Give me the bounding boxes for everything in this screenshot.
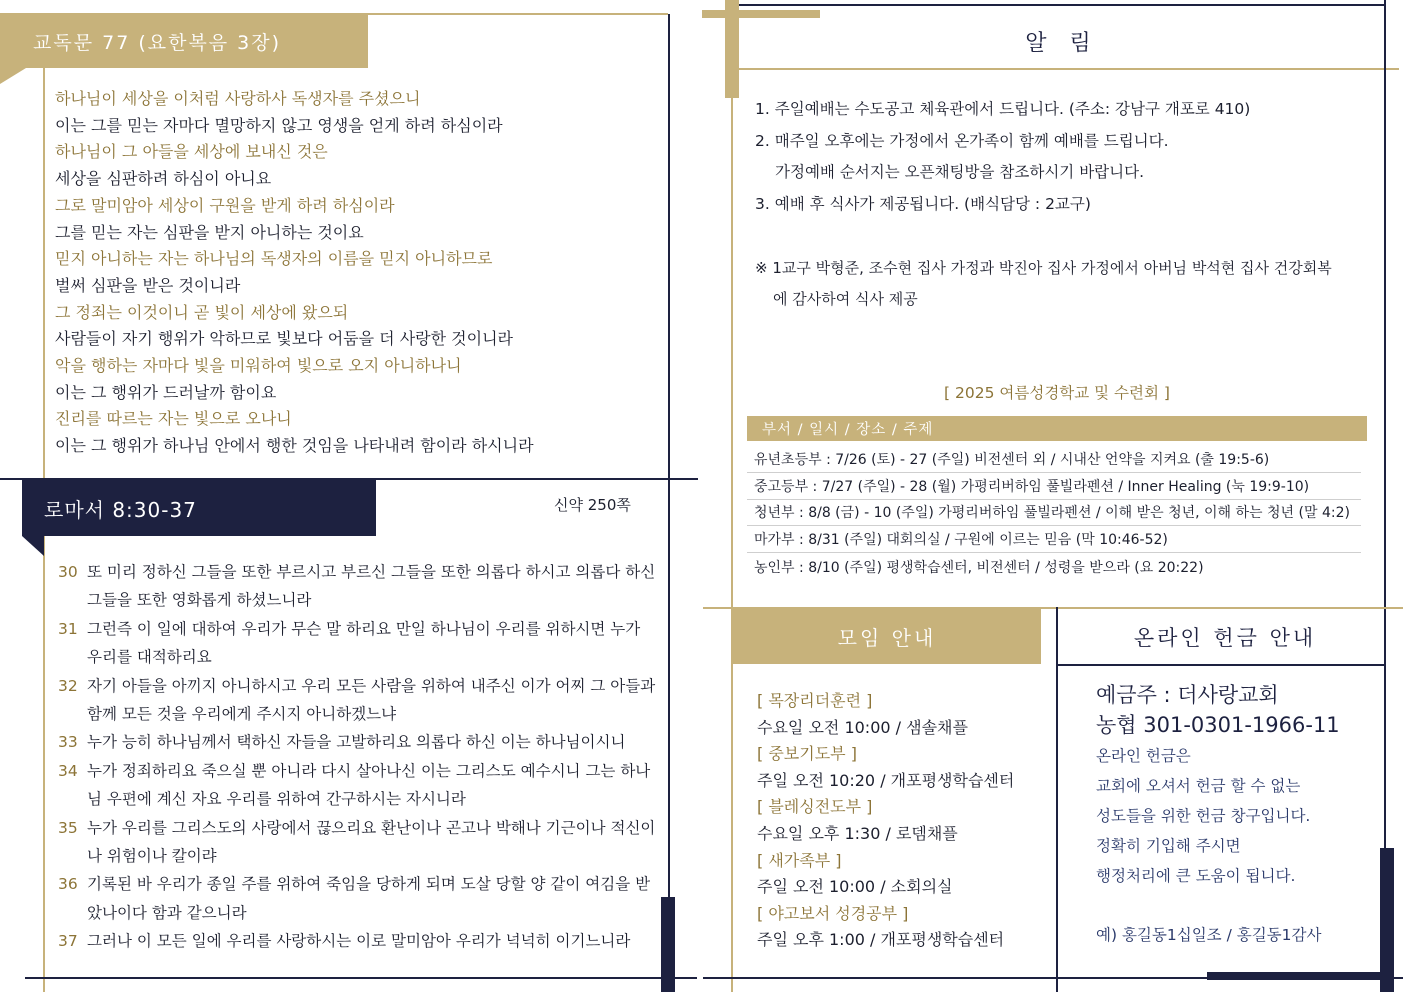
verse-row	[58, 870, 658, 927]
verse-number: 33	[58, 733, 78, 752]
reading-line-lead: 하나님이 세상을 이처럼 사랑하사 독생자를 주셨으니	[55, 89, 421, 108]
verse-row	[58, 558, 658, 615]
bottom-accent-bar-right	[1207, 972, 1385, 980]
summer-school-row: 마가부 : 8/31 (주일) 대회의실 / 구원에 이르는 믿음 (막 10:46-52)	[747, 526, 1361, 553]
responsive-reading	[55, 86, 534, 460]
meeting-title: 모임 안내	[837, 626, 937, 650]
offering-divider-horizontal	[1057, 664, 1385, 666]
verse-number: 34	[58, 761, 78, 780]
reading-line-resp: 이는 그를 믿는 자마다 멸망하지 않고 영생을 얻게 하려 하심이라	[55, 115, 503, 135]
offering-example: 예) 홍길동1십일조 / 홍길동1감사	[1096, 926, 1322, 944]
offering-account-block	[1096, 680, 1340, 740]
reading-title-corner	[0, 68, 26, 84]
summer-school-row: 유년초등부 : 7/26 (토) - 27 (주일) 비전센터 외 / 시내산 언약을 지켜요 (출 19:5-6)	[747, 446, 1361, 473]
offering-desc-line: 성도들을 위한 헌금 창구입니다.	[1096, 807, 1311, 825]
reading-line-lead: 악을 행하는 자마다 빛을 미워하여 빛으로 오지 아니하나니	[55, 356, 462, 376]
verse-row	[58, 757, 658, 814]
summer-school-header	[747, 416, 1367, 441]
page-reference: 신약 250쪽	[554, 496, 631, 514]
meeting-name: [ 새가족부 ]	[757, 850, 842, 870]
reading-line-resp: 세상을 심판하려 하심이 아니요	[55, 169, 272, 189]
verse-text: 또 미리 정하신 그들을 또한 부르시고 부르신 그들을 또한 의롭다 하시고 의롭다 하신 그들을 또한 영화롭게 하셨느니라	[87, 563, 656, 610]
offering-account: 농협 301-0301-1966-11	[1096, 713, 1340, 737]
reading-title: 교독문 77 (요한복음 3장)	[33, 32, 282, 54]
meeting-time: 주일 오전 10:20 / 개포평생학습센터	[757, 770, 1015, 790]
reading-line-lead: 그 정죄는 이것이니 곧 빛이 세상에 왔으되	[55, 302, 349, 322]
offering-title: 온라인 헌금 안내	[1133, 626, 1317, 650]
notice-title: 알 림	[1025, 31, 1099, 56]
cross-accent-bottom-right	[1380, 848, 1394, 992]
verse-row	[58, 615, 658, 672]
frame-inner-vertical-right	[731, 98, 733, 992]
verse-text: 그러나 이 모든 일에 우리를 사랑하시는 이로 말미암아 우리가 넉넉히 이기느니라	[87, 932, 631, 951]
meeting-name: [ 블레싱전도부 ]	[757, 797, 873, 817]
verse-row	[58, 672, 658, 729]
bottom-rule-left	[25, 977, 697, 979]
top-rule-right	[739, 4, 1385, 6]
corner-accent-scripture	[22, 536, 44, 556]
notice-note	[755, 253, 1332, 315]
verse-text: 기록된 바 우리가 종일 주를 위하여 죽임을 당하게 되며 도살 당할 양 같이 여김을 받았나이다 함과 같으니라	[87, 875, 651, 922]
notice-note-line: 에 감사하여 식사 제공	[773, 290, 918, 308]
offering-desc-line: 온라인 헌금은	[1096, 747, 1191, 765]
verse-number: 37	[58, 932, 78, 951]
verse-row	[58, 728, 658, 756]
meeting-list	[757, 688, 1014, 954]
reading-line-lead: 믿지 아니하는 자는 하나님의 독생자의 이름을 믿지 아니하므로	[55, 249, 493, 269]
verse-number: 35	[58, 818, 78, 837]
verse-row	[58, 927, 658, 955]
verse-number: 31	[58, 619, 78, 638]
meeting-title-tag	[733, 609, 1041, 664]
notice-note-line: ※ 1교구 박형준, 조수현 집사 가정과 박진아 집사 가정에서 아버님 박석현 집사 건강회복	[755, 259, 1332, 277]
verse-number: 36	[58, 875, 78, 894]
verse-text: 자기 아들을 아끼지 아니하시고 우리 모든 사람을 위하여 내주신 이가 어찌 그 아들과 함께 모든 것을 우리에게 주시지 아니하겠느냐	[87, 676, 656, 724]
verse-text: 그런즉 이 일에 대하여 우리가 무슨 말 하리요 만일 하나님이 우리를 위하시면 누가 우리를 대적하리요	[87, 619, 641, 667]
scripture-title: 로마서 8:30-37	[44, 497, 197, 522]
offering-desc-line: 교회에 오셔서 헌금 할 수 없는	[1096, 777, 1301, 795]
meeting-name: [ 야고보서 성경공부 ]	[757, 903, 909, 923]
reading-line-resp: 이는 그 행위가 드러날까 함이요	[55, 382, 277, 402]
notice-item: 2. 매주일 오후에는 가정에서 온가족이 함께 예배를 드립니다.	[755, 131, 1169, 150]
scripture-title-tag	[22, 480, 376, 536]
summer-school-header-label: 부서 / 일시 / 장소 / 주제	[762, 422, 934, 438]
reading-line-resp: 이는 그 행위가 하나님 안에서 행한 것임을 나타내려 함이라 하시니라	[55, 436, 534, 456]
reading-title-tag	[0, 15, 368, 68]
summer-school-row: 중고등부 : 7/27 (주일) - 28 (월) 가평리버하임 풀빌라펜션 / Inner Healing (눅 19:9-10)	[747, 473, 1361, 500]
summer-school-row: 청년부 : 8/8 (금) - 10 (주일) 가평리버하임 풀빌라펜션 / 이해 받은 청년, 이해 하는 청년 (말 4:2)	[747, 500, 1361, 527]
reading-line-lead: 진리를 따르는 자는 빛으로 오나니	[55, 409, 292, 429]
verse-text: 누가 정죄하리요 죽으실 뿐 아니라 다시 살아나신 이는 그리스도 예수시니 그는 하나님 우편에 계신 자요 우리를 위하여 간구하시는 자시니라	[87, 761, 651, 809]
notice-list	[755, 94, 1250, 220]
reading-line-lead: 그로 말미암아 세상이 구원을 받게 하려 하심이라	[55, 195, 395, 215]
verse-number: 32	[58, 676, 78, 695]
notice-underline	[739, 68, 1399, 70]
meeting-name: [ 목장리더훈련 ]	[757, 691, 873, 710]
offering-holder: 예금주 : 더사랑교회	[1096, 683, 1279, 707]
notice-item: 3. 예배 후 식사가 제공됩니다. (배식담당 : 2교구)	[755, 194, 1091, 213]
offering-description	[1096, 741, 1310, 891]
meeting-time: 수요일 오전 10:00 / 샘솔채플	[757, 717, 968, 737]
reading-line-resp: 벌써 심판을 받은 것이니라	[55, 275, 241, 295]
summer-school-table	[747, 446, 1361, 580]
meeting-time: 주일 오후 1:00 / 개포평생학습센터	[757, 930, 1005, 950]
meeting-time: 수요일 오후 1:30 / 로뎀채플	[757, 823, 958, 843]
cross-accent-bottom-left	[661, 897, 675, 992]
frame-right-vertical	[1384, 0, 1386, 992]
notice-item: 1. 주일예배는 수도공고 체육관에서 드립니다. (주소: 강남구 개포로 410)	[755, 100, 1251, 118]
notice-item: 가정예배 순서지는 오픈채팅방을 참조하시기 바랍니다.	[775, 163, 1145, 181]
verse-text: 누가 능히 하나님께서 택하신 자들을 고발하리요 의롭다 하신 이는 하나님이시니	[87, 733, 626, 752]
verse-row	[58, 814, 658, 871]
scripture-verses	[58, 558, 658, 956]
reading-line-lead: 하나님이 그 아들을 세상에 보내신 것은	[55, 142, 328, 162]
summer-school-title: [ 2025 여름성경학교 및 수련회 ]	[944, 384, 1170, 402]
offering-desc-line: 정확히 기입해 주시면	[1096, 837, 1241, 855]
meeting-name: [ 중보기도부 ]	[757, 744, 857, 764]
reading-line-resp: 사람들이 자기 행위가 악하므로 빛보다 어둠을 더 사랑한 것이니라	[55, 329, 514, 349]
cross-accent-top-bar	[702, 10, 820, 18]
reading-line-resp: 그를 믿는 자는 심판을 받지 아니하는 것이요	[55, 222, 364, 242]
meeting-time: 주일 오전 10:00 / 소회의실	[757, 877, 953, 897]
verse-text: 누가 우리를 그리스도의 사랑에서 끊으리요 환난이나 곤고나 박해나 기근이나 적신이나 위험이나 칼이랴	[87, 818, 656, 866]
offering-desc-line: 행정처리에 큰 도움이 됩니다.	[1096, 867, 1296, 885]
frame-right-vertical-left-page	[668, 14, 670, 992]
verse-number: 30	[58, 563, 78, 581]
summer-school-row: 농인부 : 8/10 (주일) 평생학습센터, 비전센터 / 성령을 받으라 (요 20:22)	[754, 559, 1204, 576]
